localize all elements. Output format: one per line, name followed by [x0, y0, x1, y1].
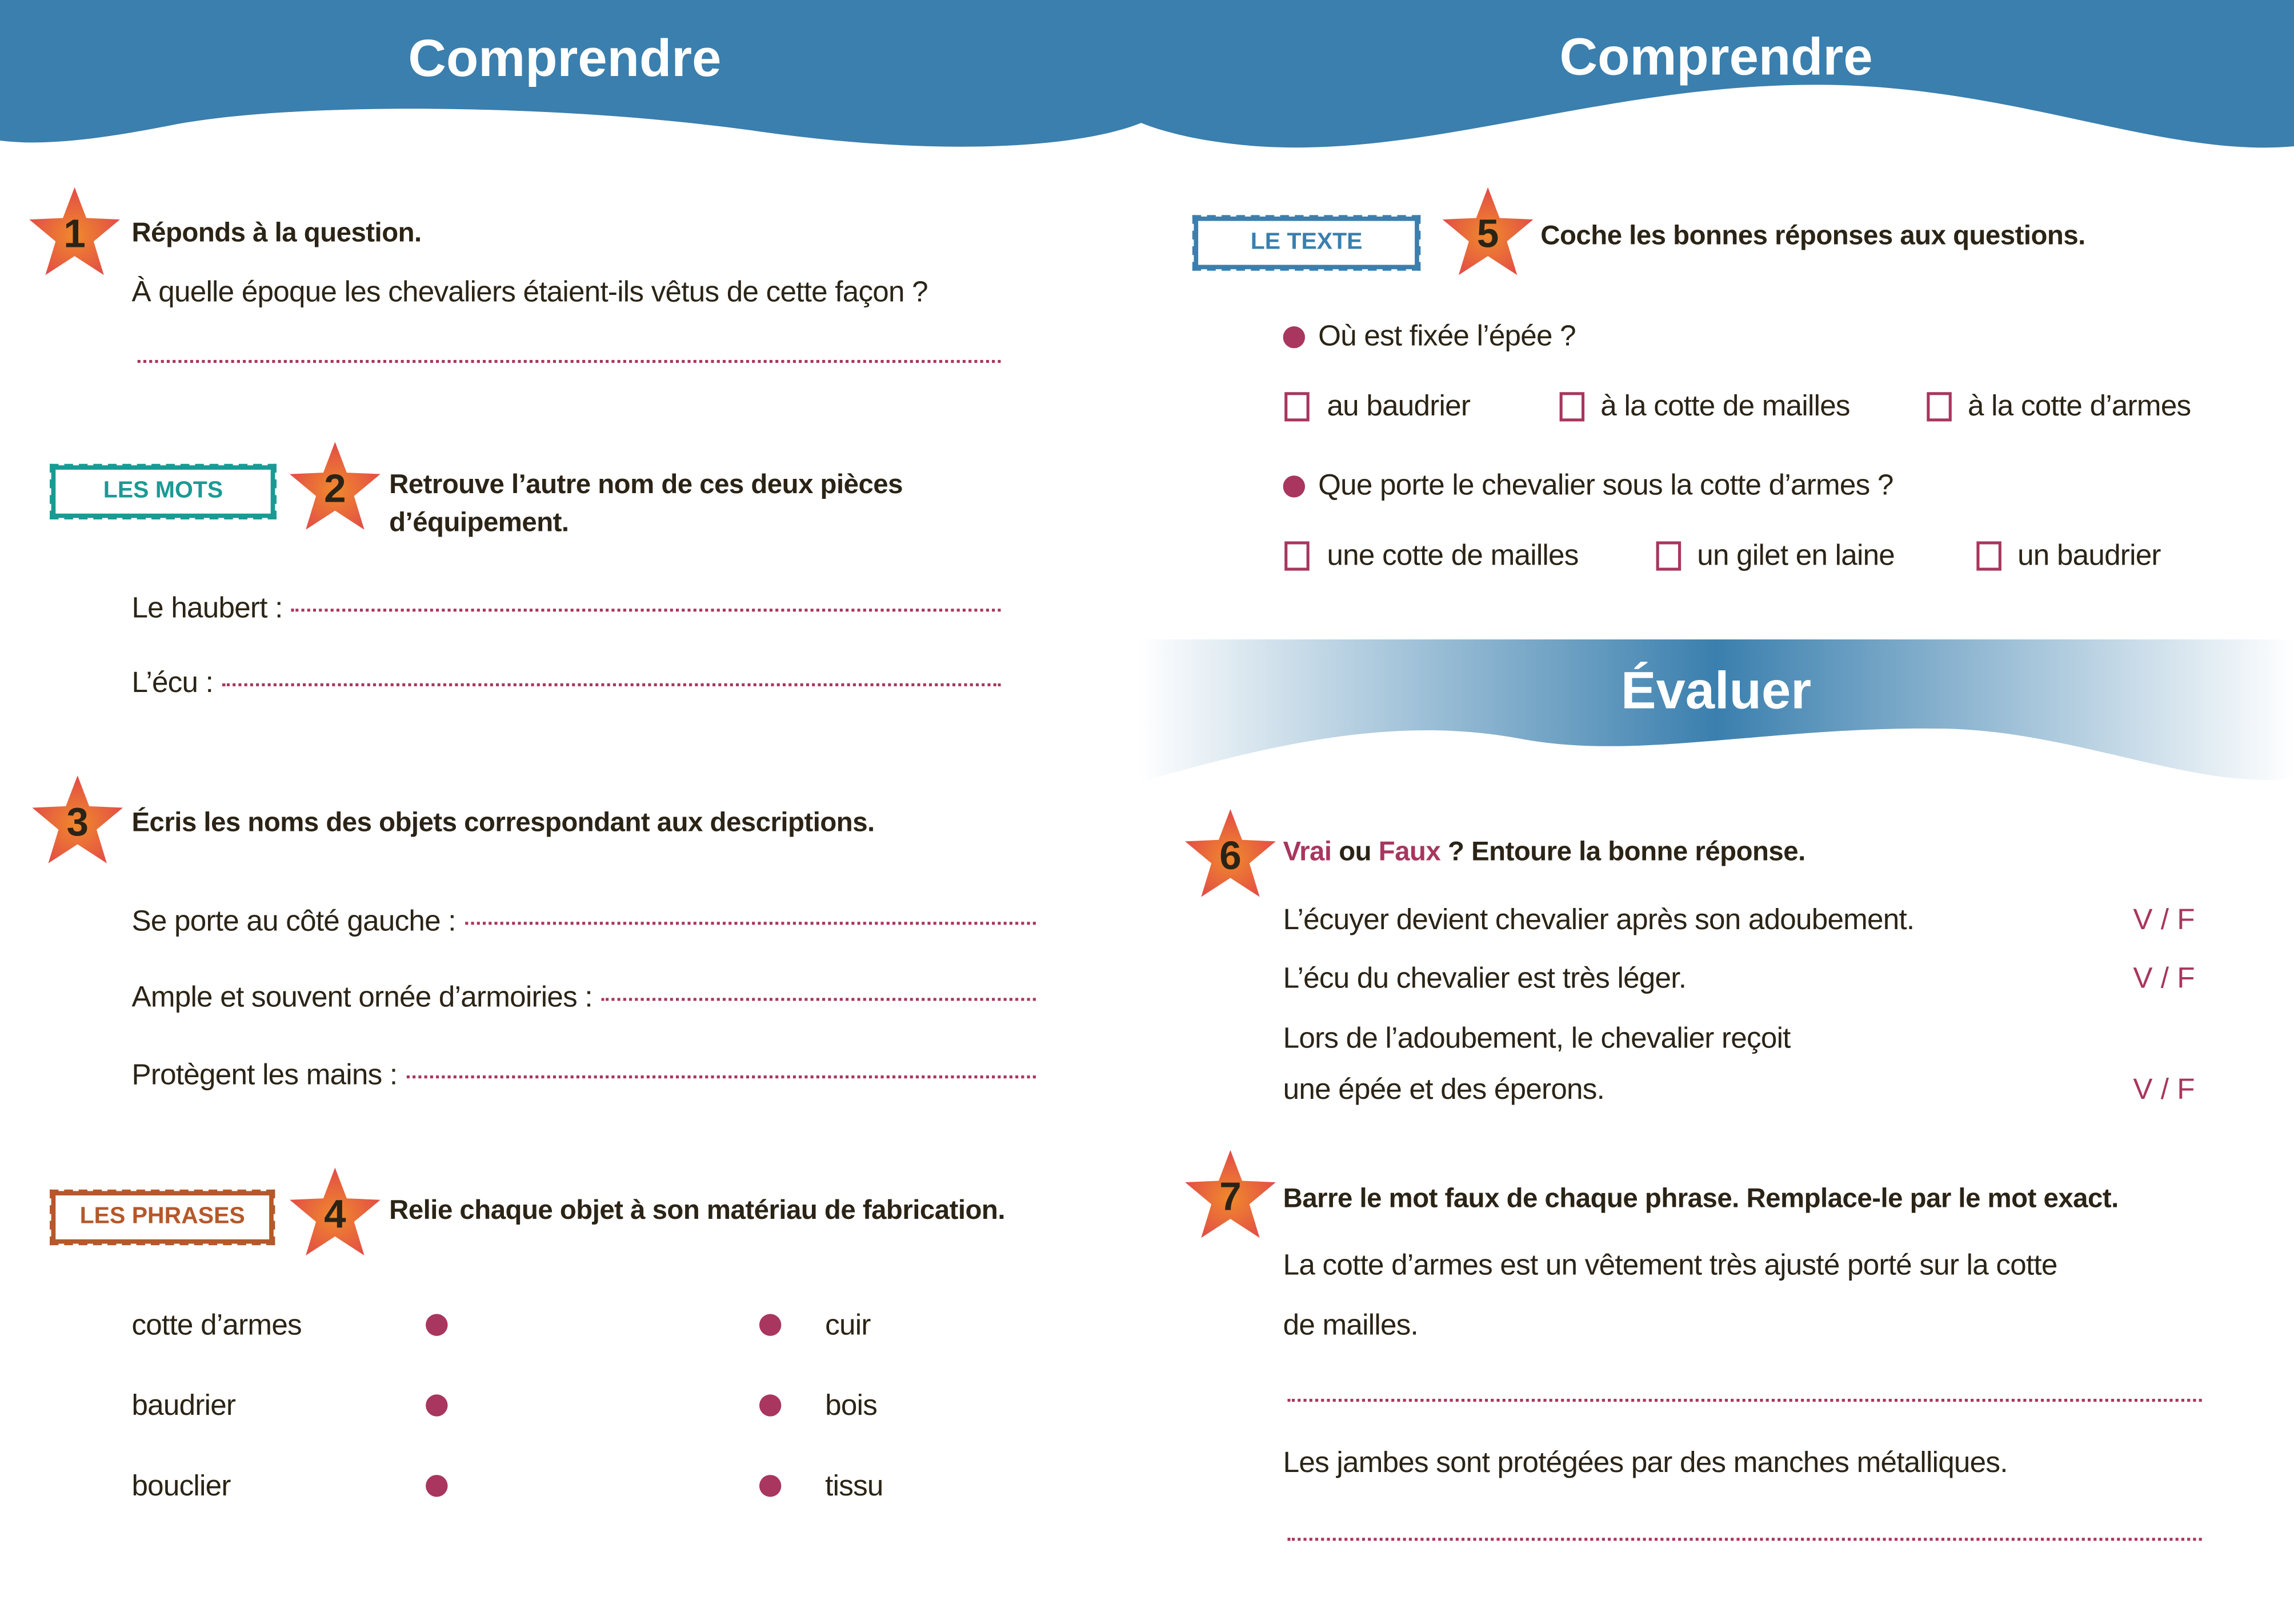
ex5-question-1: Où est fixée l’épée ? — [1318, 320, 1576, 353]
answer-line[interactable] — [138, 360, 1001, 363]
item-label: Se porte au côté gauche : — [131, 906, 456, 938]
object-label: baudrier — [131, 1390, 236, 1422]
ex7-sentence-1a: La cotte d’armes est un vêtement très ajusté porté sur la cotte — [1283, 1249, 2057, 1282]
ou-word: ou — [1339, 835, 1372, 866]
vf-choice[interactable]: V / F — [2133, 962, 2195, 995]
option-label: un gilet en laine — [1697, 539, 1895, 573]
object-label: bouclier — [131, 1470, 231, 1503]
item-label: L’écu : — [131, 667, 214, 699]
match-dot[interactable] — [759, 1314, 781, 1335]
answer-line[interactable] — [406, 1075, 1036, 1078]
vf-choice[interactable]: V / F — [2133, 1074, 2195, 1106]
star-icon: 2 — [290, 442, 381, 533]
statement: L’écuyer devient chevalier après son adoubement. — [1283, 904, 1915, 937]
checkbox[interactable] — [1927, 392, 1952, 421]
bullet-icon — [1283, 475, 1305, 497]
option-label: un baudrier — [2017, 539, 2161, 573]
faux-word: Faux — [1378, 835, 1441, 866]
option-label: une cotte de mailles — [1327, 539, 1579, 573]
ex2-instruction-line1: Retrouve l’autre nom de ces deux pièces — [389, 468, 903, 499]
ex3-instruction: Écris les noms des objets correspondant aux descriptions. — [131, 806, 875, 837]
material-label: cuir — [825, 1309, 871, 1342]
object-label: cotte d’armes — [131, 1309, 302, 1342]
material-label: bois — [825, 1390, 878, 1422]
ex7-sentence-2: Les jambes sont protégées par des manches métalliques. — [1283, 1447, 2008, 1479]
answer-line[interactable] — [465, 922, 1036, 925]
match-dot[interactable] — [426, 1314, 447, 1335]
answer-line[interactable] — [1287, 1399, 2201, 1402]
statement: L’écu du chevalier est très léger. — [1283, 962, 1687, 995]
answer-line[interactable] — [1287, 1538, 2201, 1541]
match-dot[interactable] — [426, 1475, 447, 1497]
ex2-item — [131, 661, 1000, 705]
ex1-instruction: Réponds à la question. — [131, 216, 422, 247]
ex7-instruction: Barre le mot faux de chaque phrase. Remplace-le par le mot exact. — [1283, 1182, 2119, 1213]
right-page-title: Comprendre — [1559, 26, 1873, 87]
vrai-word: Vrai — [1283, 835, 1332, 866]
checkbox[interactable] — [1560, 392, 1585, 421]
match-dot[interactable] — [759, 1475, 781, 1497]
option-label: à la cotte d’armes — [1968, 390, 2191, 423]
option-label: à la cotte de mailles — [1600, 390, 1850, 423]
bullet-icon — [1283, 326, 1305, 348]
star-icon: 3 — [32, 775, 123, 866]
star-icon: 7 — [1185, 1150, 1276, 1241]
ex6-instruction — [1283, 830, 1805, 874]
answer-line[interactable] — [601, 998, 1036, 1001]
ex7-sentence-1b: de mailles. — [1283, 1309, 1418, 1342]
instruction-rest: ? Entoure la bonne réponse. — [1447, 835, 1805, 866]
answer-line[interactable] — [291, 609, 1000, 611]
ex4-instruction: Relie chaque objet à son matériau de fabrication. — [389, 1194, 1006, 1225]
checkbox[interactable] — [1656, 541, 1682, 570]
les-mots-badge: LES MOTS — [51, 465, 275, 518]
statement: Lors de l’adoubement, le chevalier reçoit — [1283, 1022, 1791, 1055]
statement: une épée et des éperons. — [1283, 1074, 1605, 1106]
ex5-question-2: Que porte le chevalier sous la cotte d’armes ? — [1318, 469, 1893, 502]
match-dot[interactable] — [426, 1394, 447, 1416]
le-texte-badge: LE TEXTE — [1194, 217, 1419, 269]
checkbox[interactable] — [1976, 541, 2001, 570]
ex3-item — [131, 976, 1035, 1020]
item-label: Le haubert : — [131, 593, 283, 625]
star-icon: 5 — [1443, 187, 1534, 278]
evaluer-title: Évaluer — [1621, 659, 1812, 720]
option-label: au baudrier — [1327, 390, 1471, 423]
checkbox[interactable] — [1284, 541, 1310, 570]
ex5-instruction: Coche les bonnes réponses aux questions. — [1540, 219, 2085, 250]
ex1-question: À quelle époque les chevaliers étaient-ils vêtus de cette façon ? — [131, 276, 928, 309]
ex2-item — [131, 587, 1000, 631]
star-icon: 1 — [29, 187, 120, 278]
star-icon: 4 — [290, 1167, 381, 1258]
checkbox[interactable] — [1284, 392, 1310, 421]
star-icon: 6 — [1185, 809, 1276, 900]
item-label: Ample et souvent ornée d’armoiries : — [131, 982, 592, 1014]
ex3-item — [131, 1054, 1035, 1098]
vf-choice[interactable]: V / F — [2133, 904, 2195, 937]
ex2-instruction-line2: d’équipement. — [389, 506, 569, 537]
ex3-item — [131, 900, 1035, 944]
match-dot[interactable] — [759, 1394, 781, 1416]
left-page-title: Comprendre — [408, 27, 722, 88]
item-label: Protègent les mains : — [131, 1059, 398, 1092]
answer-line[interactable] — [222, 683, 1001, 686]
material-label: tissu — [825, 1470, 883, 1503]
les-phrases-badge: LES PHRASES — [51, 1191, 274, 1243]
